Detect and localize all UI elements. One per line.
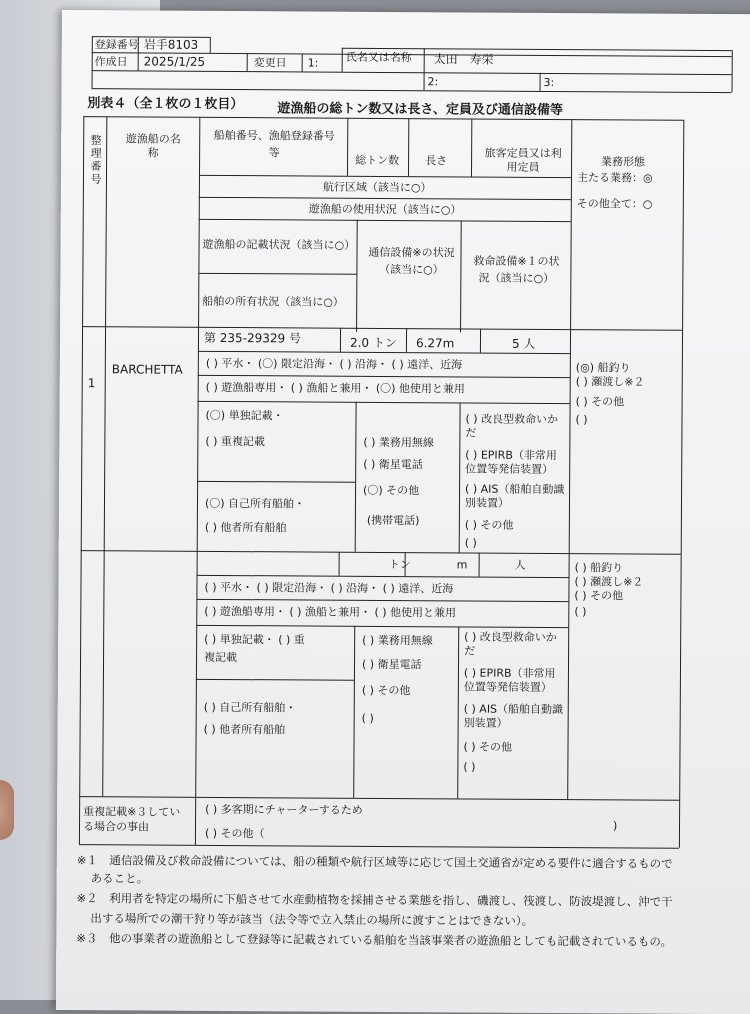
- duplicate-reason-option-2: ( ) その他（: [204, 826, 265, 841]
- row1-business-3-detail: ( ): [575, 413, 588, 427]
- row2-owner-self: ( ) 自己所有船舶・: [203, 700, 297, 715]
- row2-comm-2: ( ) 衛星電話: [361, 657, 422, 672]
- created-date-value: 2025/1/25: [143, 54, 206, 69]
- row2-owner-other: ( ) 他者所有船舶: [203, 722, 286, 737]
- row1-business-3: ( ) その他: [575, 395, 625, 409]
- row1-rescue-1: ( ) 改良型救命いかだ: [465, 412, 559, 440]
- row1-number: 1: [87, 376, 96, 391]
- row1-rescue-2: ( ) EPIRB（非常用位置等発信装置）: [465, 448, 557, 477]
- finger-edge: [0, 780, 14, 840]
- row2-tonnage: トン: [388, 558, 411, 572]
- row2-navigation: ( ) 平水・ ( ) 限定沿海・ ( ) 沿海・ ( ) 遠洋、近海: [204, 580, 454, 596]
- changed-date-1: 1:: [307, 56, 319, 70]
- row2-rescue-4-detail: ( ): [463, 760, 476, 774]
- col-vessel-name: 遊漁船の名称: [125, 132, 181, 160]
- row1-rescue-3: ( ) AIS（船舶自動識別装置）: [464, 482, 565, 510]
- row1-comm-1: ( ) 業務用無線: [363, 435, 434, 450]
- row2-record-single: ( ) 単独記載・ ( ) 重: [204, 632, 305, 647]
- row1-length: 6.27m: [415, 336, 455, 351]
- col-navigation-area: 航行区域（該当に○）: [322, 180, 432, 195]
- row2-rescue-1: ( ) 改良型救命いかだ: [464, 630, 557, 658]
- table-number: 別表４（全１枚の１枚目）: [87, 96, 244, 113]
- row2-record-multi: 複記載: [204, 650, 238, 665]
- col-seiri-bango: 整理番号: [88, 134, 103, 187]
- col-rescue-status: 救命設備※１の状況（該当に○）: [473, 254, 560, 286]
- row1-record-single: (〇) 単独記載・: [205, 408, 284, 423]
- row1-comm-2: ( ) 衛星電話: [363, 457, 423, 472]
- row2-capacity: 人: [514, 558, 526, 572]
- row2-comm-3-detail: ( ): [361, 711, 374, 725]
- duplicate-reason-option-1: ( ) 多客期にチャーターするため: [205, 802, 363, 817]
- row1-owner-other: ( ) 他者所有船舶: [204, 520, 287, 535]
- col-ownership-status: 船舶の所有状況（該当に○）: [202, 294, 344, 309]
- row2-rescue-3: ( ) AIS（船舶自動識別装置）: [463, 702, 564, 730]
- row1-vessel-name: BARCHETTA: [111, 362, 183, 377]
- row1-navigation: ( ) 平水・ (〇) 限定沿海・ ( ) 沿海・ ( ) 遠洋、近海: [205, 356, 463, 372]
- row2-business-3-detail: ( ): [574, 605, 587, 619]
- duplicate-reason-label: 重複記載※３している場合の事由: [82, 805, 181, 834]
- row2-business-1: ( ) 船釣り: [574, 561, 624, 575]
- name-value: 太田 寿栄: [433, 52, 494, 67]
- row1-rescue-4-detail: ( ): [464, 536, 477, 550]
- row1-owner-self: (〇) 自己所有船舶・: [204, 496, 306, 511]
- row2-usage: ( ) 遊漁船専用・ ( ) 漁船と兼用・ ( ) 他使用と兼用: [204, 604, 457, 620]
- note-3: ※３ 他の事業者の遊漁船として登録等に記載されている船舶を当該事業者の遊漁船としても記載されているもの。: [76, 931, 673, 949]
- row2-comm-3: ( ) その他: [361, 683, 411, 698]
- col-business-other: その他全て：○: [576, 197, 653, 211]
- changed-date-2: 2:: [427, 75, 439, 89]
- col-capacity: 旅客定員又は利用定員: [484, 146, 562, 174]
- note-1b: あること。: [90, 871, 149, 886]
- row1-record-multi: ( ) 重複記載: [205, 434, 265, 449]
- changed-date-3: 3:: [543, 75, 555, 90]
- col-length: 長さ: [425, 154, 448, 168]
- row1-vessel-no: 第 235-29329 号: [203, 330, 302, 346]
- reg-number-label: 登録番号: [94, 38, 139, 52]
- created-date-label: 作成日: [94, 55, 128, 69]
- row1-comm-3: (〇) その他: [363, 483, 420, 498]
- row1-tonnage: 2.0 トン: [349, 335, 397, 351]
- col-usage-status: 遊漁船の使用状況（該当に○）: [308, 202, 462, 217]
- name-label: 氏名又は名称: [345, 50, 412, 65]
- duplicate-reason-option-2-close: ): [612, 819, 618, 833]
- page-title: 遊漁船の総トン数又は長さ、定員及び通信設備等: [277, 101, 563, 119]
- row2-rescue-2: ( ) EPIRB（非常用位置等発信装置）: [463, 666, 556, 695]
- col-business: 業務形態: [601, 155, 646, 169]
- row1-rescue-4: ( ) その他: [464, 518, 514, 532]
- row1-business-2: ( ) 瀬渡し※２: [575, 375, 645, 389]
- row2-business-3: ( ) その他: [574, 589, 624, 603]
- col-business-main: 主たる業務：◎: [576, 171, 653, 185]
- changed-date-label: 変更日: [253, 56, 287, 70]
- row2-comm-1: ( ) 業務用無線: [362, 633, 433, 648]
- row1-comm-3-detail: (携帯電話): [366, 513, 420, 528]
- row2-rescue-4: ( ) その他: [463, 740, 513, 754]
- note-2a: ※２ 利用者を特定の場所に下船させて水産動植物を採捕させる業態を指し、磯渡し、筏渡し、防波堤渡し、沖で干: [76, 891, 673, 909]
- reg-number-value: 岩手8103: [143, 37, 199, 52]
- col-vessel-no: 船舶番号、漁船登録番号等: [213, 128, 335, 160]
- row1-usage: ( ) 遊漁船専用・ ( ) 漁船と兼用・ (〇) 他使用と兼用: [205, 380, 465, 396]
- row1-business-1: (◎) 船釣り: [575, 361, 631, 375]
- col-record-status: 遊漁船の記載状況（該当に○）: [202, 237, 356, 252]
- note-2b: 出する場所での潮干狩り等が該当（法令等で立入禁止の場所に渡すことはできない）。: [90, 911, 534, 928]
- row1-capacity: 5 人: [511, 336, 536, 351]
- col-tonnage: 総トン数: [355, 153, 400, 168]
- note-1a: ※１ 通信設備及び救命設備については、船の種類や航行区域等に応じて国土交通省が定める要件に適合するもので: [76, 853, 673, 871]
- form-sheet: [56, 10, 750, 1014]
- col-comm-status: 通信設備※の状況（該当に○）: [368, 245, 455, 277]
- row2-business-2: ( ) 瀬渡し※２: [574, 575, 644, 589]
- row2-length: m: [456, 558, 468, 572]
